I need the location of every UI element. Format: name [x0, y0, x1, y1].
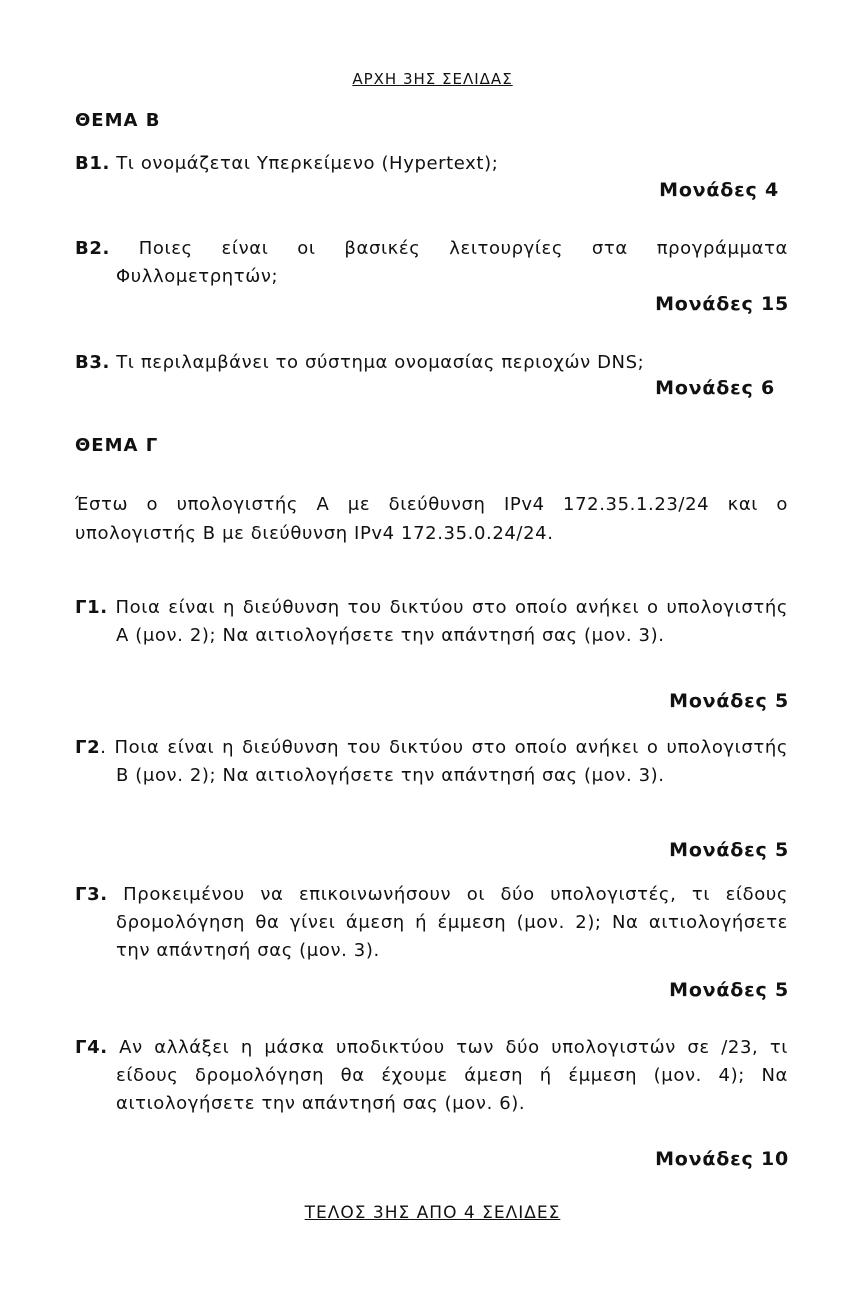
- question-text: Τι ονομάζεται Υπερκείμενο (Hypertext);: [109, 153, 499, 174]
- marks-b3: Μονάδες 6: [655, 377, 775, 399]
- question-number: Β1.: [75, 153, 110, 174]
- theme-c-title: ΘΕΜΑ Γ: [75, 435, 159, 456]
- question-text: Τι περιλαμβάνει το σύστημα ονομασίας περιοχών DNS;: [109, 352, 645, 373]
- question-number: Γ4.: [75, 1037, 108, 1058]
- question-c3: [75, 881, 788, 965]
- question-text: . Ποια είναι η διεύθυνση του δικτύου στο οποίο ανήκει ο υπολογιστής Β (μον. 2); Να αιτιολογήσετε την απάντησή σας (μον. 3).: [100, 737, 788, 786]
- question-c2: [75, 734, 788, 790]
- page-footer: ΤΕΛΟΣ 3ΗΣ ΑΠΟ 4 ΣΕΛΙΔΕΣ: [304, 1203, 561, 1223]
- question-b2: [75, 235, 788, 291]
- page-header: ΑΡΧΗ 3ΗΣ ΣΕΛΙΔΑΣ: [352, 70, 513, 88]
- marks-c3: Μονάδες 5: [669, 979, 789, 1001]
- question-b1: [75, 150, 788, 178]
- marks-b1: Μονάδες 4: [659, 179, 779, 201]
- marks-c1: Μονάδες 5: [669, 690, 789, 712]
- question-number: Β2.: [75, 238, 110, 259]
- question-number: Γ3.: [75, 884, 108, 905]
- question-text: Ποια είναι η διεύθυνση του δικτύου στο οποίο ανήκει ο υπολογιστής Α (μον. 2); Να αιτιολογήσετε την απάντησή σας (μον. 3).: [107, 597, 788, 646]
- question-number: Γ1.: [75, 597, 108, 618]
- question-c4: [75, 1034, 788, 1118]
- theme-c-intro: Έστω ο υπολογιστής Α με διεύθυνση IPv4 172.35.1.23/24 και ο υπολογιστής Β με διεύθυνση IPv4 172.35.0.24/24.: [75, 494, 788, 544]
- marks-c4: Μονάδες 10: [655, 1148, 789, 1170]
- question-number: Β3.: [75, 352, 110, 373]
- theme-b-title: ΘΕΜΑ Β: [75, 110, 161, 131]
- question-text: Αν αλλάξει η μάσκα υποδικτύου των δύο υπολογιστών σε /23, τι είδους δρομολόγηση θα έχουμε άμεση ή έμμεση (μον. 4); Να αιτιολογήσετε την απάντησή σας (μον. 6).: [107, 1037, 788, 1114]
- marks-c2: Μονάδες 5: [669, 839, 789, 861]
- question-c1: [75, 594, 788, 650]
- question-b3: [75, 349, 788, 377]
- question-number: Γ2: [75, 737, 101, 758]
- question-text: Ποιες είναι οι βασικές λειτουργίες στα προγράμματα Φυλλομετρητών;: [109, 238, 788, 287]
- marks-b2: Μονάδες 15: [655, 293, 789, 315]
- question-text: Προκειμένου να επικοινωνήσουν οι δύο υπολογιστές, τι είδους δρομολόγηση θα γίνει άμεση ή έμμεση (μον. 2); Να αιτιολογήσετε την απάντησή σας (μον. 3).: [107, 884, 788, 961]
